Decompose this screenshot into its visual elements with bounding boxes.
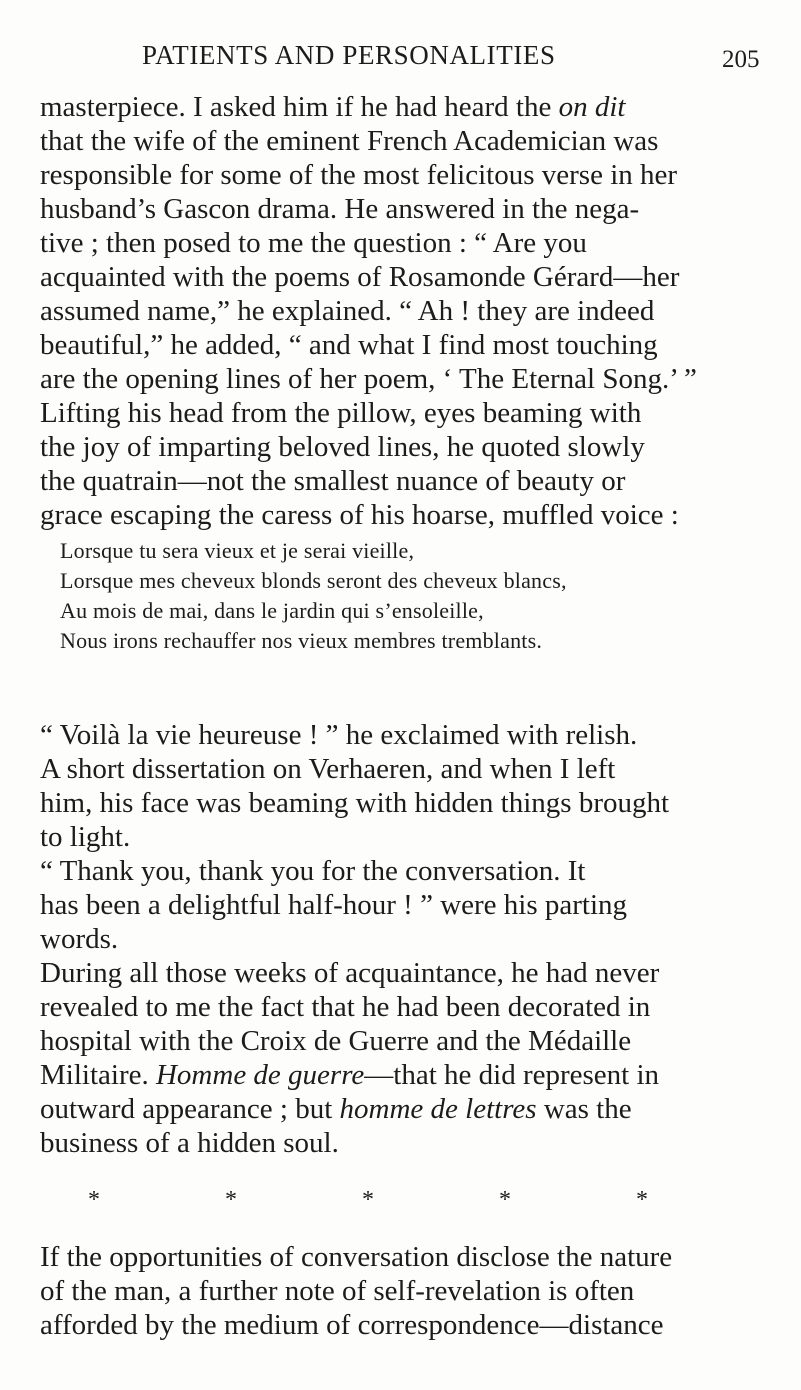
verse-line: Nous irons rechauffer nos vieux membres tremblants. [60,628,543,653]
text-line: responsible for some of the most felicitous verse in her [40,159,678,191]
text-line: of the man, a further note of self-revelation is often [40,1275,635,1307]
text-line: grace escaping the caress of his hoarse, muffled voice : [40,499,679,531]
text-line: husband’s Gascon drama. He answered in the nega- [40,193,640,225]
text-span: masterpiece. I asked him if he had heard the [40,91,552,123]
text-line: assumed name,” he explained. “ Ah ! they are indeed [40,295,655,327]
text-span: —that he did represent in [364,1059,660,1091]
asterisk: * [225,1187,237,1213]
paragraph-2 [40,718,766,1160]
asterisk: * [499,1187,511,1213]
text-line: acquainted with the poems of Rosamonde Gérard—her [40,261,680,293]
text-line: him, his face was beaming with hidden things brought [40,787,670,819]
text-line: tive ; then posed to me the question : “ Are you [40,227,587,259]
text-line: If the opportunities of conversation disclose the nature [40,1241,673,1273]
text-line: the joy of imparting beloved lines, he quoted slowly [40,431,645,463]
asterisk: * [88,1187,100,1213]
text-line: “ Voilà la vie heureuse ! ” he exclaimed with relish. [40,719,638,751]
verse-line: Lorsque tu sera vieux et je serai vieille, [60,538,415,563]
paragraph-3 [40,1240,766,1342]
verse-line: Lorsque mes cheveux blonds seront des cheveux blancs, [60,568,567,593]
page-header [0,40,801,80]
text-line [40,1092,766,1126]
text-line: to light. [40,821,131,853]
text-line: Lifting his head from the pillow, eyes beaming with [40,397,642,429]
text-line: are the opening lines of her poem, ‘ The Eternal Song.’ ” [40,363,697,395]
verse-line: Au mois de mai, dans le jardin qui s’ensoleille, [60,598,484,623]
text-line: the quatrain—not the smallest nuance of beauty or [40,465,626,497]
text-line: afforded by the medium of correspondence—distance [40,1309,664,1341]
text-line [40,90,766,124]
running-head: PATIENTS AND PERSONALITIES [142,40,556,70]
text-span: outward appearance ; but [40,1093,333,1125]
verse-quatrain [60,536,740,656]
paragraph-1 [40,90,766,532]
italic-phrase: on dit [558,91,626,123]
text-line: hospital with the Croix de Guerre and the Médaille [40,1025,632,1057]
text-line: revealed to me the fact that he had been decorated in [40,991,651,1023]
text-line: has been a delightful half-hour ! ” were his parting [40,889,628,921]
section-separator [88,1187,648,1214]
text-line: words. [40,923,119,955]
italic-phrase: homme de lettres [339,1093,537,1125]
text-line: that the wife of the eminent French Academician was [40,125,659,157]
italic-phrase: Homme de guerre [155,1059,365,1091]
text-line: A short dissertation on Verhaeren, and when I left [40,753,616,785]
page-number: 205 [722,46,760,73]
text-line [40,1058,766,1092]
text-line: business of a hidden soul. [40,1127,339,1159]
asterisk: * [636,1187,648,1213]
text-line: beautiful,” he added, “ and what I find most touching [40,329,658,361]
text-span: was the [543,1093,632,1125]
text-line: “ Thank you, thank you for the conversation. It [40,855,586,887]
text-line: During all those weeks of acquaintance, he had never [40,957,660,989]
text-span: Militaire. [40,1059,149,1091]
asterisk: * [362,1187,374,1213]
